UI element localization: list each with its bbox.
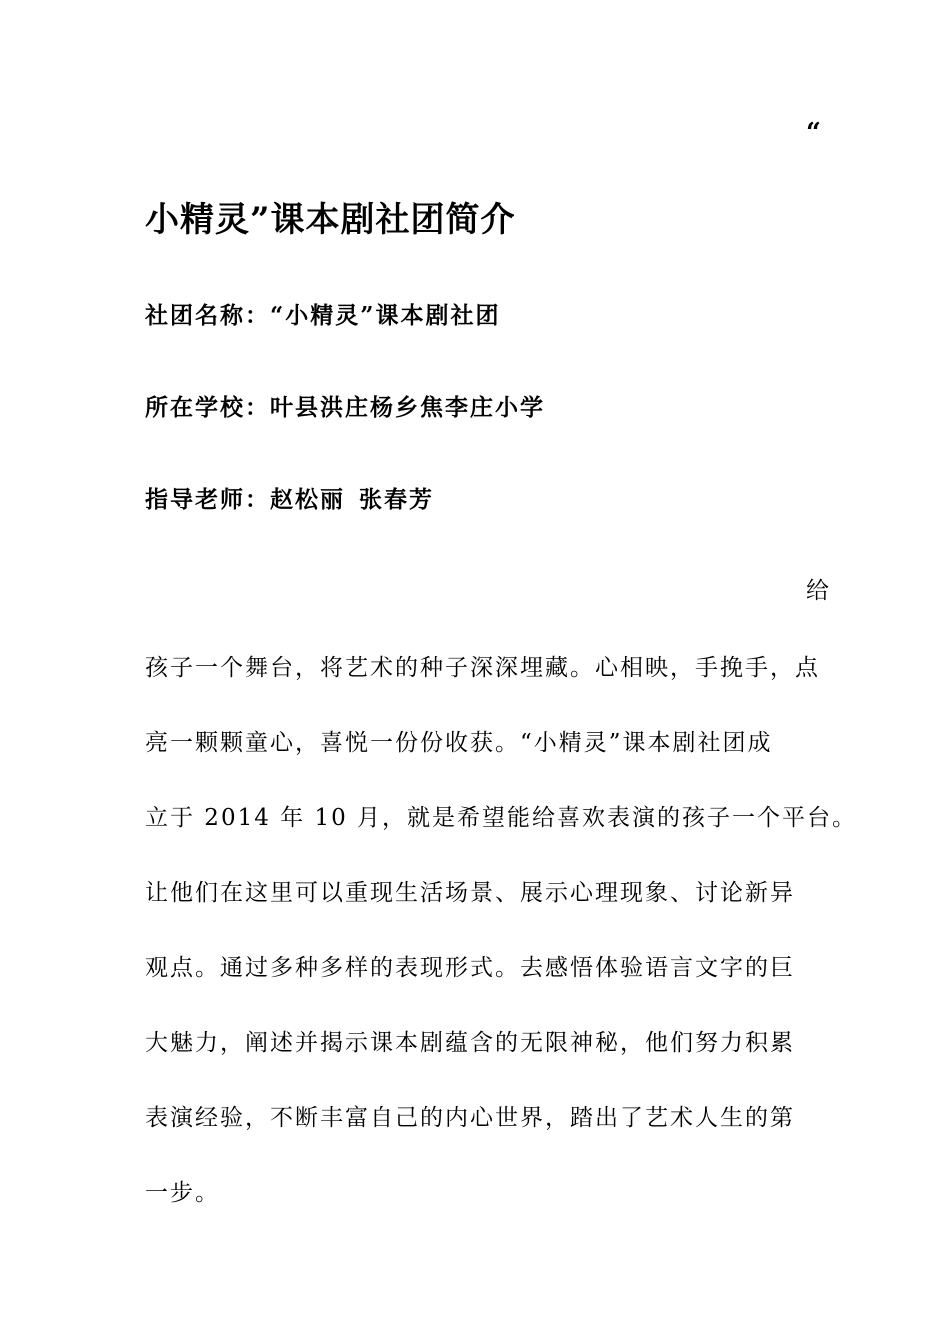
body-line-7: 表演经验，不断丰富自己的内心世界，踏出了艺术人生的第: [145, 1105, 795, 1131]
teacher-label: 指导老师：赵松丽: [145, 486, 345, 513]
club-name-line: 社团名称：“小精灵”课本剧社团: [145, 302, 501, 329]
page-title: 小精灵”课本剧社团简介: [145, 200, 516, 240]
body-line-5: 观点。通过多种多样的表现形式。去感悟体验语言文字的巨: [145, 955, 795, 981]
body-paragraph: [145, 654, 858, 1254]
body-line-6: 大魅力，阐述并揭示课本剧蕴含的无限神秘，他们努力积累: [145, 1030, 795, 1056]
body-line-3: 立于 2014 年 10 月，就是希望能给喜欢表演的孩子一个平台。: [145, 805, 858, 831]
body-line-8: 一步。: [145, 1180, 220, 1206]
body-line-4: 让他们在这里可以重现生活场景、展示心理现象、讨论新异: [145, 880, 795, 906]
body-line-1: 孩子一个舞台，将艺术的种子深深埋藏。心相映，手挽手，点: [145, 655, 820, 681]
title-open-quote: “: [806, 118, 821, 148]
body-line-2: 亮一颗颗童心，喜悦一份份收获。“小精灵”课本剧社团成: [145, 730, 773, 756]
school-line: 所在学校：叶县洪庄杨乡焦李庄小学: [145, 394, 545, 421]
teacher-line: [145, 486, 434, 514]
body-first-char: 给: [806, 578, 829, 604]
teacher-second-name: 张春芳: [359, 486, 434, 513]
